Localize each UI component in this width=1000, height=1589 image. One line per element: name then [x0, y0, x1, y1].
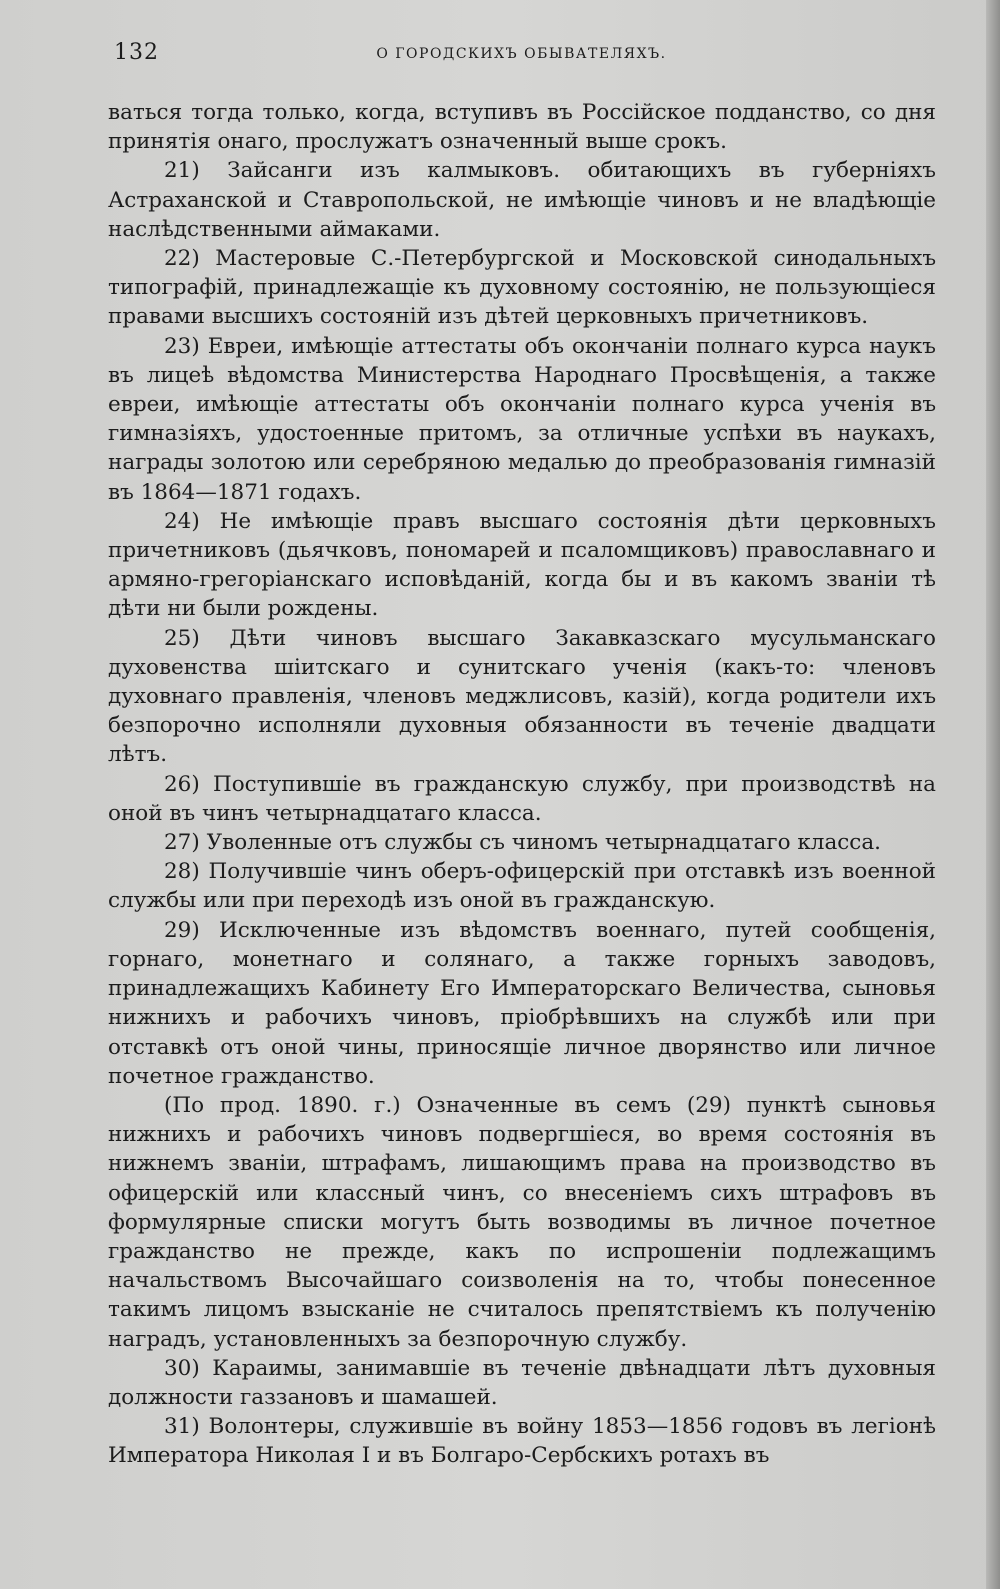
running-head: О ГОРОДСКИХЪ ОБЫВАТЕЛЯХЪ.	[376, 46, 667, 62]
paragraph-continuation: ваться тогда только, когда, вступивъ въ Россійское подданство, со дня принятія онаго, прослужатъ означенный выше срокъ.	[108, 100, 936, 155]
paragraph-item-25: 25) Дѣти чиновъ высшаго Закавказскаго мусульманскаго духовенства шіитскаго и сунитскаго ученія (какъ-то: членовъ духовнаго правленія, членовъ меджлисовъ, казій), когда родители ихъ безпорочно исполняли духовныя обязанности въ теченіе двадцати лѣтъ.	[108, 625, 936, 768]
paragraph-item-24: 24) Не имѣющіе правъ высшаго состоянія дѣти церковныхъ причетниковъ (дьячковъ, пономарей и псаломщиковъ) православнаго и армяно-грегоріанскаго исповѣданій, когда бы и въ какомъ званіи тѣ дѣти ни были рождены.	[108, 508, 936, 622]
page-header	[114, 40, 929, 70]
paragraph-item-29: 29) Исключенные изъ вѣдомствъ военнаго, путей сообщенія, горнаго, монетнаго и солянаго, а также горныхъ заводовъ, принадлежащихъ Кабинету Его Императорскаго Величества, сыновья нижнихъ и рабочихъ чиновъ, пріобрѣвшихъ на службѣ или при отставкѣ отъ оной чины, приносящіе личное дворянство или личное почетное гражданство.	[108, 917, 936, 1089]
paragraph-item-26: 26) Поступившіе въ гражданскую службу, при производствѣ на оной въ чинъ четырнадцатаго класса.	[108, 771, 936, 826]
page-body	[108, 98, 936, 1471]
paragraph-item-30: 30) Караимы, занимавшіе въ теченіе двѣнадцати лѣтъ духовныя должности газзановъ и шамашей.	[108, 1355, 936, 1410]
paragraph-item-28: 28) Получившіе чинъ оберъ-офицерскій при отставкѣ изъ военной службы или при переходѣ изъ оной въ гражданскую.	[108, 859, 936, 914]
paragraph-item-31: 31) Волонтеры, служившіе въ войну 1853—1856 годовъ въ легіонѣ Императора Николая I и въ Болгаро-Сербскихъ ротахъ въ	[108, 1414, 936, 1469]
paragraph-item-27: 27) Уволенные отъ службы съ чиномъ четырнадцатаго класса.	[164, 830, 881, 856]
book-spine-shadow	[986, 0, 1000, 1589]
paragraph-item-23: 23) Евреи, имѣющіе аттестаты объ окончаніи полнаго курса наукъ въ лицеѣ вѣдомства Министерства Народнаго Просвѣщенія, а также евреи, имѣющіе аттестаты объ окончаніи полнаго курса ученія въ гимназіяхъ, удостоенные притомъ, за отличные успѣхи въ наукахъ, награды золотою или серебряною медалью до преобразованія гимназій въ 1864—1871 годахъ.	[108, 333, 936, 505]
paragraph-note-1890: (По прод. 1890. г.) Означенные въ семъ (29) пунктѣ сыновья нижнихъ и рабочихъ чиновъ подвергшіеся, во время состоянія въ нижнемъ званіи, штрафамъ, лишающимъ права на производство въ офицерскій или классный чинъ, со внесеніемъ сихъ штрафовъ въ формулярные списки могутъ быть возводимы въ личное почетное гражданство не прежде, какъ по испрошеніи подлежащимъ начальствомъ Высочайшаго соизволенія на то, чтобы понесенное такимъ лицомъ взысканіе не считалось препятствіемъ къ полученію наградъ, установленныхъ за безпорочную службу.	[108, 1092, 936, 1352]
paragraph-item-21: 21) Зайсанги изъ калмыковъ. обитающихъ въ губерніяхъ Астраханской и Ставропольской, не имѣющіе чиновъ и не владѣющіе наслѣдственными аймаками.	[108, 158, 936, 242]
page-number: 132	[114, 40, 159, 65]
paragraph-item-22: 22) Мастеровые С.-Петербургской и Московской синодальныхъ типографій, принадлежащіе къ духовному состоянію, не пользующіеся правами высшихъ состояній изъ дѣтей церковныхъ причетниковъ.	[108, 246, 936, 330]
